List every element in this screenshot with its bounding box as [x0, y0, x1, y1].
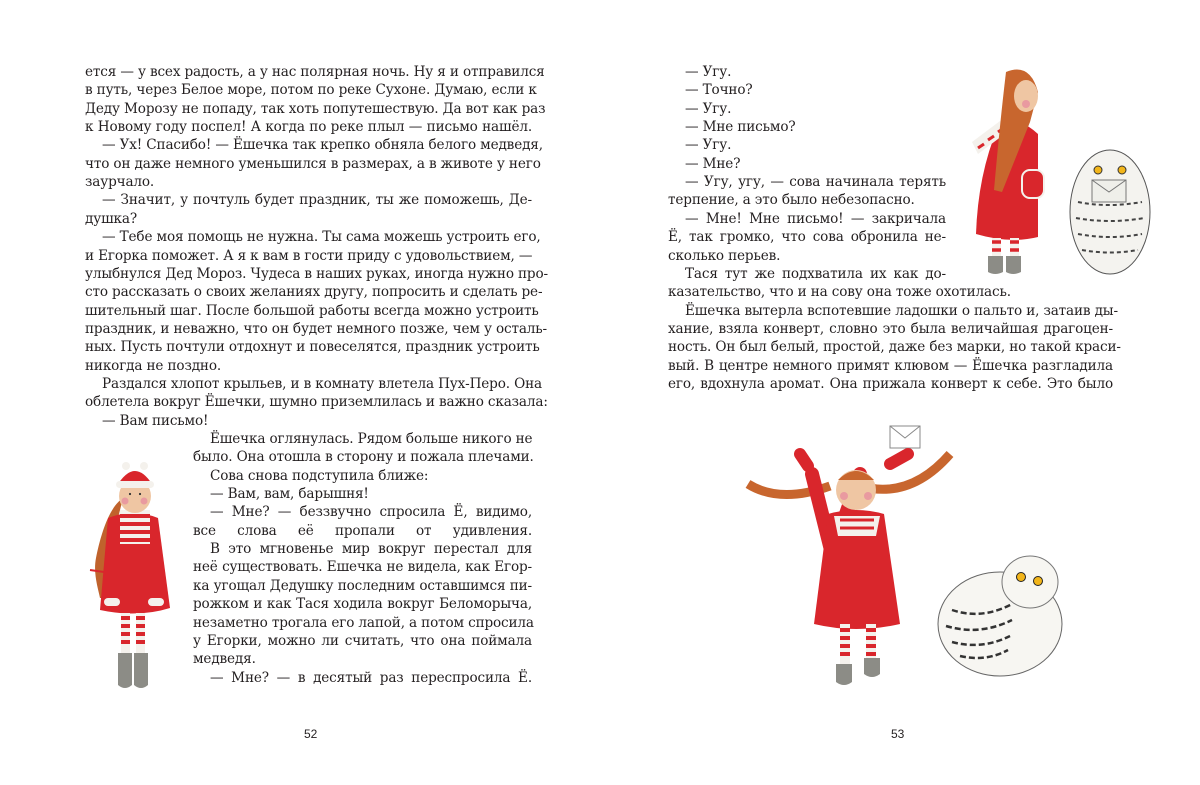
- boot: [864, 658, 880, 677]
- text-line: — Угу.: [685, 100, 732, 117]
- text-line: Ёшечка оглянулась. Рядом больше никого не: [210, 431, 533, 447]
- text-line: шительный шаг. После большой работы всегда можно устроить: [85, 302, 539, 319]
- text-line: В это мгновенье мир вокруг перестал для: [210, 541, 532, 558]
- text-line: — Угу.: [685, 137, 732, 154]
- text-line: было. Она отошла в сторону и пожала плечами.: [193, 449, 534, 466]
- snowy-owl: [938, 556, 1062, 676]
- text-line: у Егорки, можно ли считать, что она поймала: [193, 632, 532, 649]
- text-line: Раздался хлопот крыльев, и в комнату влетела Пух-Перо. Она: [102, 375, 542, 392]
- girl-standing-illustration: [78, 448, 188, 696]
- text-line: — Угу, угу, — сова начинала терять: [685, 174, 946, 191]
- text-line: праздник, и неважно, что он будет немного позже, чем у осталь-: [85, 320, 547, 337]
- text-line: сколько перьев.: [668, 247, 781, 264]
- text-line: сто рассказать о своих желаниях другу, попросить и сделать ре-: [85, 284, 543, 301]
- text-line: вый. В центре немного примят клювом — Ёшечка разгладила: [668, 357, 1113, 374]
- text-line: в путь, через Белое море, потом по реке Сухоне. Думаю, если к: [85, 82, 537, 99]
- text-line: неё существовать. Ешечка не видела, как Егор-: [193, 559, 532, 576]
- text-line: все слова её пропали от удивления.: [193, 522, 532, 539]
- striped-tights: [992, 238, 1019, 256]
- text-line: хание, взяла конверт, словно это была величайшая драгоцен-: [668, 320, 1113, 337]
- text-line: Ёшечка вытерла вспотевшие ладошки о пальто и, затаив ды-: [685, 302, 1118, 319]
- text-line: ных. Пусть почтули отдохнут и повеселятся, праздник устроить: [85, 339, 540, 356]
- text-line: облетела вокруг Ёшечки, шумно приземлилась и важно сказала:: [85, 394, 548, 411]
- text-line: — Мне! Мне письмо! — закричала: [685, 210, 946, 227]
- text-line: ка угощал Дедушку последним оставшимся пи-: [193, 577, 532, 594]
- text-line: незаметно трогала его лапой, а потом спросила: [193, 614, 534, 631]
- text-line: ется — у всех радость, а у нас полярная ночь. Ну я и отправился: [85, 64, 545, 80]
- text-line: Сова снова подступила ближе:: [210, 467, 429, 484]
- boot: [988, 256, 1003, 274]
- text-line: терпение, а это было небезопасно.: [668, 192, 915, 209]
- text-line: что он даже немного уменьшился в размерах, а в животе у него: [85, 155, 541, 172]
- text-line: — Вам, вам, барышня!: [210, 486, 369, 503]
- page-number: 53: [891, 727, 905, 741]
- text-line: — Тебе моя помощь не нужна. Ты сама можешь устроить его,: [102, 229, 541, 246]
- text-line: его, вдохнула аромат. Она прижала конверт к себе. Это было: [668, 375, 1113, 392]
- striped-scarf: [120, 510, 150, 544]
- boot: [134, 653, 148, 688]
- boot: [118, 653, 132, 688]
- text-line: — Ух! Спасибо! — Ёшечка так крепко обняла белого медведя,: [102, 137, 543, 154]
- text-line: казательство, что и на сову она тоже охотилась.: [668, 284, 1011, 301]
- page-number: 52: [304, 727, 318, 741]
- text-line: — Угу.: [685, 64, 732, 80]
- text-line: — Мне?: [685, 155, 741, 172]
- snowy-owl: [1070, 150, 1150, 274]
- text-line: и Егорка поможет. А я к вам в гости приду с удовольствием, —: [85, 247, 533, 264]
- text-line: заурчало.: [85, 174, 155, 191]
- text-line: рожком и как Тася ходила вокруг Беломорыча,: [193, 596, 532, 613]
- text-line: душка?: [85, 210, 137, 227]
- text-line: Ё, так громко, что сова обронила не-: [668, 229, 946, 246]
- text-line: Деду Морозу не попаду, так хоть попутешествую. Да вот как раз: [85, 100, 546, 117]
- girl-and-owl-illustration: [960, 62, 1160, 282]
- girl-jumping-with-owl-illustration: [740, 424, 1090, 714]
- boot: [836, 664, 852, 685]
- text-line: улыбнулся Дед Мороз. Чудеса в наших руках, иногда нужно про-: [85, 265, 548, 282]
- text-line: никогда не поздно.: [85, 357, 222, 374]
- striped-tights: [121, 613, 145, 653]
- boot: [1006, 256, 1021, 274]
- text-line: Тася тут же подхватила их как до-: [685, 265, 946, 282]
- text-line: медведя.: [193, 651, 256, 668]
- text-line: к Новому году поспел! А когда по реке плыл — письмо нашёл.: [85, 119, 532, 136]
- text-line: — Значит, у почтуль будет праздник, ты же поможешь, Де-: [102, 192, 532, 209]
- text-line: — Мне? — беззвучно спросила Ё, видимо,: [210, 504, 532, 521]
- text-line: — Мне письмо?: [685, 119, 796, 136]
- text-line: — Вам письмо!: [102, 412, 209, 429]
- text-line: — Мне? — в десятый раз переспросила Ё.: [210, 669, 532, 686]
- right-page: [600, 0, 1200, 785]
- text-line: ность. Он был белый, простой, даже без марки, но такой краси-: [668, 339, 1121, 356]
- text-line: — Точно?: [685, 82, 753, 99]
